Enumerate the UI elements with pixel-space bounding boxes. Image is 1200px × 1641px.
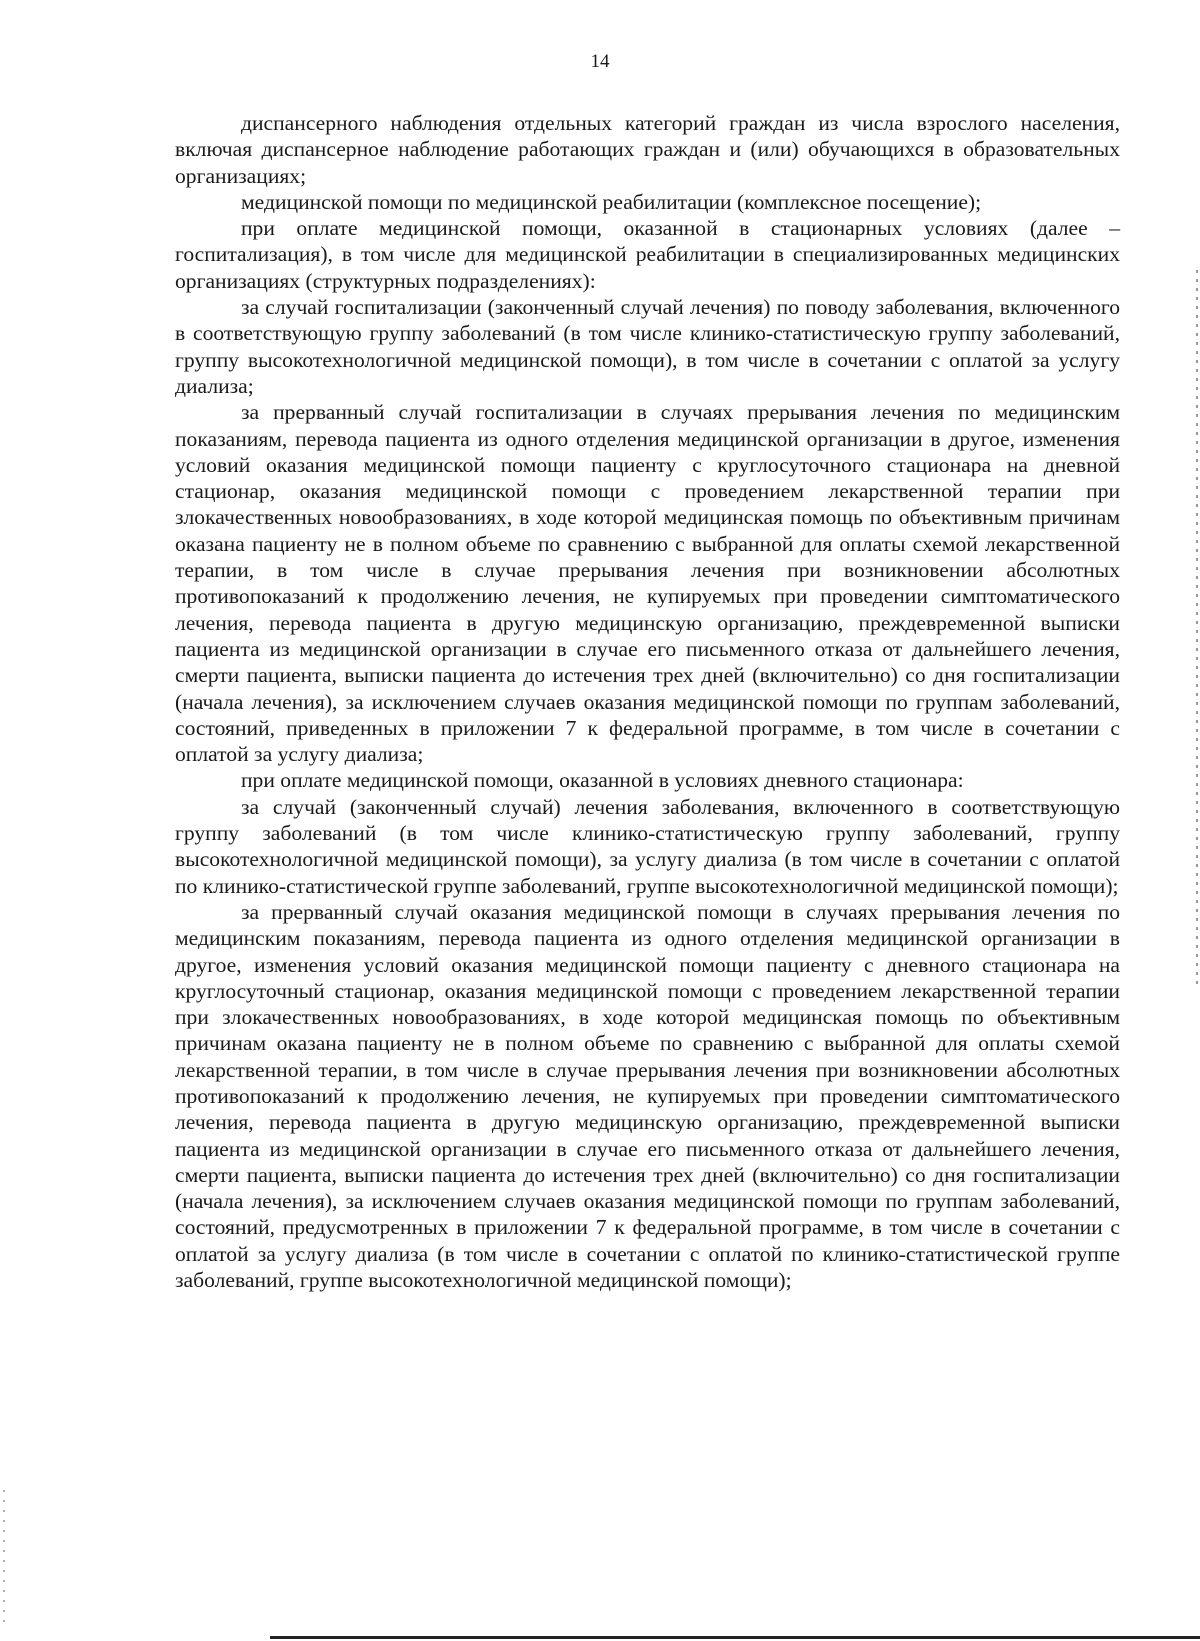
document-body: [175, 110, 1120, 1293]
scan-artifact-left-edge: [3, 1490, 5, 1630]
paragraph-day-hospital-payment: при оплате медицинской помощи, оказанной в условиях дневного стационара:: [241, 768, 964, 793]
paragraph-medical-rehabilitation: медицинской помощи по медицинской реабилитации (комплексное посещение);: [241, 189, 982, 214]
scan-artifact-right-edge: [1196, 270, 1198, 990]
paragraph-completed-hospitalization: за случай госпитализации (законченный случай лечения) по поводу заболевания, включенного в соответствующую группу заболеваний (в том числе клинико-статистическую группу заболеваний, группу высокотехнологичной медицинской помощи), в том числе в сочетании с оплатой за услугу диализа;: [175, 295, 1120, 398]
page-number: 14: [590, 51, 610, 72]
scan-artifact-bottom-line: [270, 1636, 1200, 1639]
paragraph-completed-day-treatment: за случай (законченный случай) лечения заболевания, включенного в соответствующую группу заболеваний (в том числе клинико-статистическую группу заболеваний, группу высокотехнологичной медицинской помощи), за услугу диализа (в том числе в сочетании с оплатой по клинико-статистической группе заболеваний, группе высокотехнологичной медицинской помощи);: [175, 794, 1120, 898]
paragraph-inpatient-payment: при оплате медицинской помощи, оказанной в стационарных условиях (далее – госпитализация), в том числе для медицинской реабилитации в специализированных медицинских организациях (структурных подразделениях):: [175, 216, 1120, 293]
paragraph-interrupted-day-treatment: за прерванный случай оказания медицинской помощи в случаях прерывания лечения по медицинским показаниям, перевода пациента из одного отделения медицинской организации в другое, изменения условий оказания медицинской помощи пациенту с дневного стационара на круглосуточный стационар, оказания медицинской помощи с проведением лекарственной терапии при злокачественных новообразованиях, в ходе которой медицинская помощь по объективным причинам оказана пациенту не в полном объеме по сравнению с выбранной для оплаты схемой лекарственной терапии, в том числе в случае прерывания лечения при возникновении абсолютных противопоказаний к продолжению лечения, не купируемых при проведении симптоматического лечения, перевода пациента в другую медицинскую организацию, преждевременной выписки пациента из медицинской организации в случае его письменного отказа от дальнейшего лечения, смерти пациента, выписки пациента до истечения трех дней (включительно) со дня госпитализации (начала лечения), за исключением случаев оказания медицинской помощи по группам заболеваний, состояний, предусмотренных в приложении 7 к федеральной программе, в том числе в сочетании с оплатой за услугу диализа (в том числе в сочетании с оплатой по клинико-статистической группе заболеваний, группе высокотехнологичной медицинской помощи);: [175, 899, 1120, 1293]
paragraph-interrupted-hospitalization: за прерванный случай госпитализации в случаях прерывания лечения по медицинским показаниям, перевода пациента из одного отделения медицинской организации в другое, изменения условий оказания медицинской помощи пациенту с круглосуточного стационара на дневной стационар, оказания медицинской помощи с проведением лекарственной терапии при злокачественных новообразованиях, в ходе которой медицинская помощь по объективным причинам оказана пациенту не в полном объеме по сравнению с выбранной для оплаты схемой лекарственной терапии, в том числе в случае прерывания лечения при возникновении абсолютных противопоказаний к продолжению лечения, не купируемых при проведении симптоматического лечения, перевода пациента в другую медицинскую организацию, преждевременной выписки пациента из медицинской организации в случае его письменного отказа от дальнейшего лечения, смерти пациента, выписки пациента до истечения трех дней (включительно) со дня госпитализации (начала лечения), за исключением случаев оказания медицинской помощи по группам заболеваний, состояний, приведенных в приложении 7 к федеральной программе, в том числе в сочетании с оплатой за услугу диализа;: [175, 400, 1120, 767]
paragraph-dispensary-observation: диспансерного наблюдения отдельных категорий граждан из числа взрослого населения, включая диспансерное наблюдение работающих граждан и (или) обучающихся в образовательных организациях;: [175, 111, 1120, 188]
